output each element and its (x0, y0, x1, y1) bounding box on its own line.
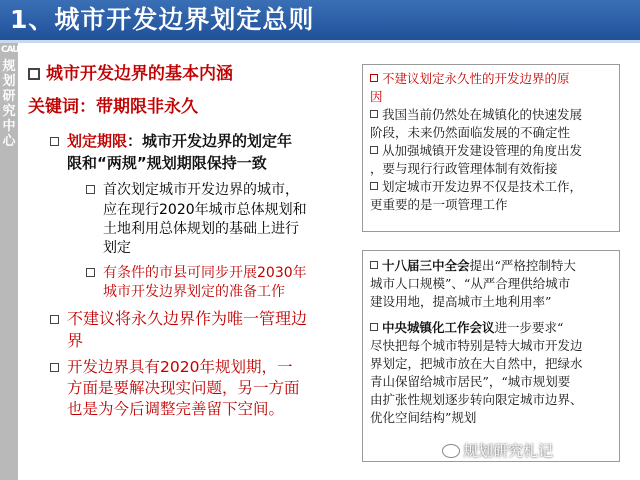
bullet2-line1 (50, 308, 307, 330)
subsub2-line2: 城市开发边界划定的准备工作 (103, 284, 285, 300)
box2-line: 尽快把每个城市特别是特大城市开发边 (370, 338, 583, 353)
box1-line (370, 178, 616, 196)
square-bullet-icon (370, 146, 378, 154)
wechat-icon (442, 444, 460, 458)
square-bullet-icon (50, 363, 59, 372)
subsub1-line1 (86, 180, 299, 200)
heading-row (28, 63, 233, 85)
side-label (1, 45, 31, 149)
square-bullet-icon (28, 68, 40, 80)
subsub1-line2: 应在现行2020年城市总体规划和 (103, 202, 307, 218)
keyword-line: 关键词：带期限非永久 (28, 97, 198, 117)
sub1-line2: 限和“两规”规划期限保持一致 (67, 154, 267, 172)
square-bullet-icon (370, 261, 378, 269)
box1-header-line1 (370, 70, 616, 88)
box2-p2-rest: 进一步要求“ (494, 320, 564, 335)
subsub1-line4: 划定 (103, 240, 131, 256)
bullet2-line2: 界 (67, 331, 84, 350)
box2-p1-line1 (370, 257, 616, 275)
box2-line: 青山保留给城市居民”，“城市规划要 (370, 374, 571, 389)
square-bullet-icon (86, 268, 95, 277)
box1-header-line2: 因 (370, 89, 383, 104)
box2-line: 界划定，把城市放在大自然中，把绿水 (370, 356, 583, 371)
box1-line-text: 从加强城镇开发建设管理的角度出发 (382, 143, 583, 158)
square-bullet-icon (50, 315, 59, 324)
box2-p2-lead: 中央城镇化工作会议 (382, 320, 495, 335)
box1-line (370, 142, 616, 160)
side-code: CAUPD (1, 45, 31, 55)
reasons-box (362, 64, 620, 232)
bullet3-line3: 也是为今后调整完善留下空间。 (67, 400, 285, 418)
box2-p1-lead: 十八届三中全会 (382, 258, 470, 273)
box1-line-text: 划定城市开发边界不仅是技术工作， (382, 179, 583, 194)
square-bullet-icon (370, 323, 378, 331)
square-bullet-icon (50, 137, 59, 146)
section-heading: 城市开发边界的基本内涵 (46, 64, 233, 84)
box1-header-text: 不建议划定永久性的开发边界的原 (382, 71, 570, 86)
box1-line (370, 106, 616, 124)
box2-p2-line1 (370, 319, 616, 337)
bullet2-text: 不建议将永久边界作为唯一管理边 (67, 309, 308, 328)
square-bullet-icon (370, 74, 378, 82)
box1-line: 更重要的是一项管理工作 (370, 197, 508, 212)
box1-line: 阶段，未来仍然面临发展的不确定性 (370, 125, 571, 140)
box2-line: 城市人口规模”、“从严合理供给城市 (370, 276, 571, 291)
watermark (442, 440, 553, 461)
subsub1-line3: 土地利用总体规划的基础上进行 (103, 221, 299, 237)
square-bullet-icon (86, 185, 95, 194)
subsub1-text: 首次划定城市开发边界的城市， (103, 182, 299, 198)
box2-p1-rest: 提出“严格控制特大 (469, 258, 576, 273)
square-bullet-icon (370, 182, 378, 190)
box1-line: ，要与现行行政管理体制有效衔接 (370, 161, 558, 176)
bullet3-text: 开发边界具有2020年规划期，一 (67, 358, 293, 376)
square-bullet-icon (370, 110, 378, 118)
box2-line: 优化空间结构”规划 (370, 410, 477, 425)
page-title: 1、城市开发边界划定总则 (10, 5, 315, 34)
bullet3-line2: 方面是要解决现实问题，另一方面 (67, 379, 300, 397)
bullet3-line1 (50, 357, 292, 378)
box2-line: 由扩张性规划逐步转向限定城市边界、 (370, 392, 583, 407)
watermark-text: 规划研究札记 (463, 442, 554, 460)
subsub2-line1 (86, 263, 307, 283)
subsub2-text: 有条件的市县可同步开展2030年 (103, 265, 307, 281)
sub1-rest: ：城市开发边界的划定年 (127, 132, 293, 150)
box1-line-text: 我国当前仍然处在城镇化的快速发展 (382, 107, 583, 122)
side-cn-text: 规划研究中心 (2, 59, 16, 149)
left-column (22, 0, 352, 480)
sub1-lead: 划定期限 (67, 132, 128, 150)
policy-box (362, 250, 620, 462)
sub1-line1 (50, 131, 292, 151)
box2-line: 建设用地，提高城市土地利用率” (370, 294, 552, 309)
